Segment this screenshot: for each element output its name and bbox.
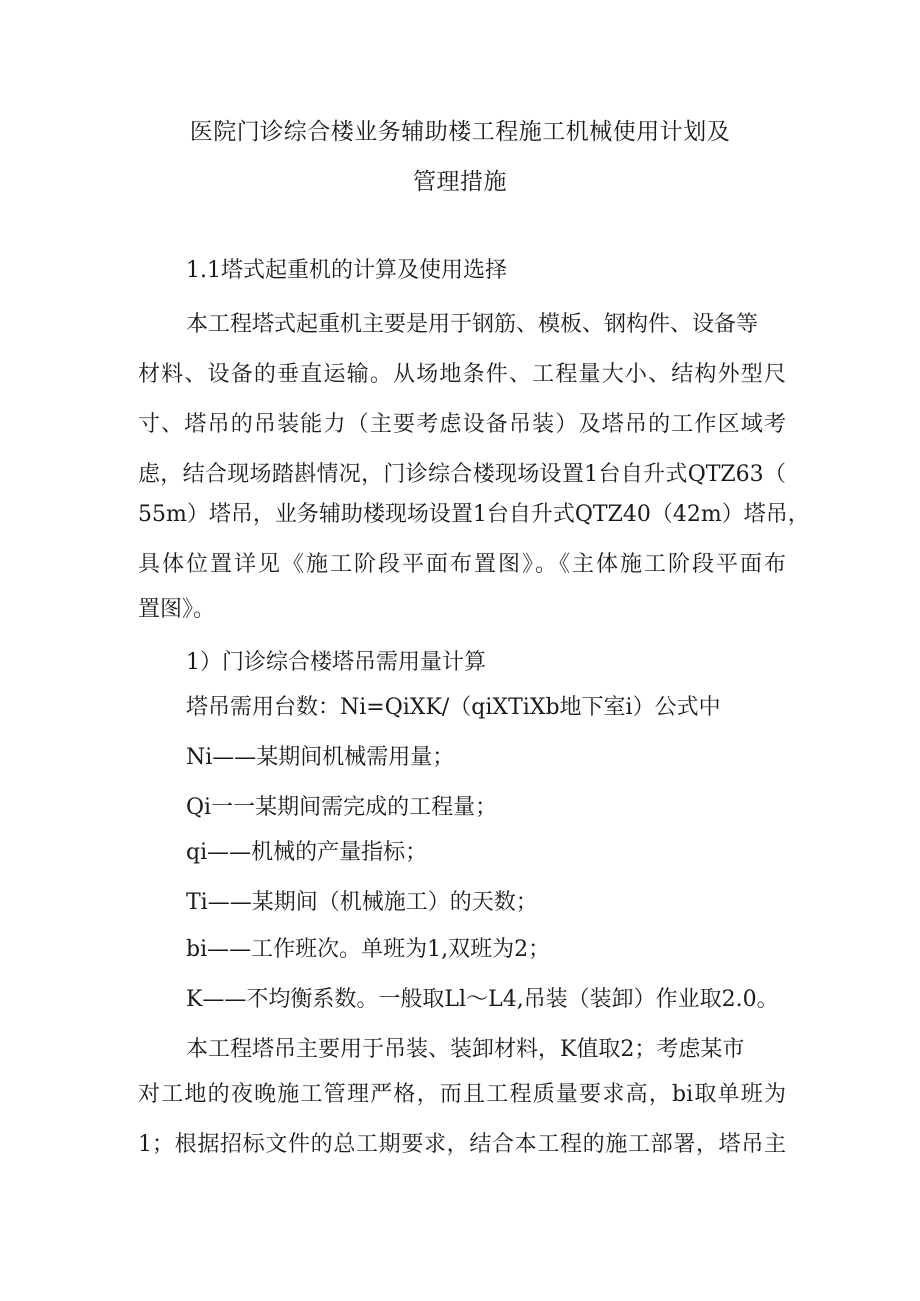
paragraph-line: 1；根据招标文件的总工期要求，结合本工程的施工部署，塔吊主 — [138, 1132, 786, 1157]
document-title-line-1: 医院门诊综合楼业务辅助楼工程施工机械使用计划及 — [189, 119, 731, 145]
definition-line: qi——机械的产量指标； — [186, 840, 428, 865]
paragraph-line: 具体位置详见《施工阶段平面布置图》。《主体施工阶段平面布 — [138, 552, 786, 577]
paragraph-line: 寸、塔吊的吊装能力（主要考虑设备吊装）及塔吊的工作区域考 — [138, 412, 786, 437]
paragraph-line: 虑，结合现场踏斟情况，门诊综合楼现场设置1台自升式QTZ63（ — [138, 462, 786, 487]
subsection-heading: 1）门诊综合楼塔吊需用量计算 — [186, 650, 486, 675]
paragraph-line: 本工程塔式起重机主要是用于钢筋、模板、钢构件、设备等 — [186, 312, 759, 337]
paragraph-line: 材料、设备的垂直运输。从场地条件、工程量大小、结构外型尺 — [138, 362, 786, 387]
definition-line: bi——工作班次。单班为1,双班为2； — [186, 937, 551, 962]
formula-line: 塔吊需用台数：Ni=QiXK/（qiXTiXb地下室i）公式中 — [186, 695, 721, 720]
definition-line: K——不均衡系数。一般取Ll～L4,吊装（装卸）作业取2.0。 — [186, 987, 779, 1012]
definition-line: Qi一一某期间需完成的工程量； — [186, 795, 498, 820]
definition-line: Ni——某期间机械需用量； — [186, 745, 455, 770]
definition-line: Ti——某期间（机械施工）的天数； — [186, 890, 538, 915]
paragraph-line: 55m）塔吊，业务辅助楼现场设置1台自升式QTZ40（42m）塔吊， — [138, 502, 810, 527]
paragraph-line: 本工程塔吊主要用于吊装、装卸材料，K值取2；考虑某市 — [186, 1037, 745, 1062]
document-title-line-2: 管理措施 — [413, 169, 507, 195]
section-heading-1-1: 1.1塔式起重机的计算及使用选择 — [186, 258, 507, 283]
paragraph-line: 对工地的夜晚施工管理严格，而且工程质量要求高，bi取单班为 — [138, 1082, 786, 1107]
paragraph-line: 置图》。 — [138, 597, 216, 622]
